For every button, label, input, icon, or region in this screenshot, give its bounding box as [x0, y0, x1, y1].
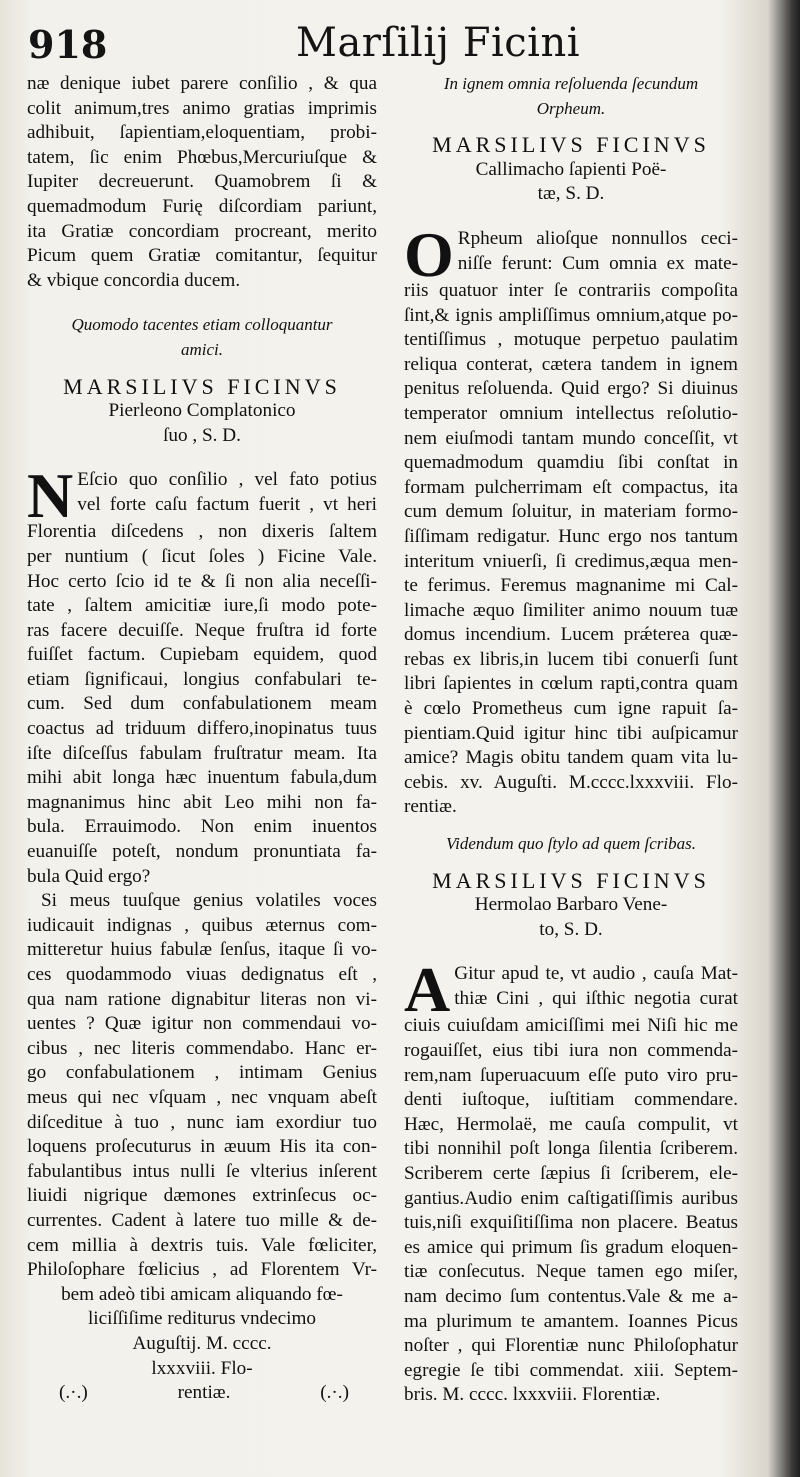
- text-line: diſceditue à tuo , nunc iam exordiur tuo: [27, 1111, 377, 1133]
- text-line: & vbique concordia ducem.: [27, 269, 241, 291]
- letter-heading-line: Orpheum.: [536, 98, 606, 118]
- text-line: tuis,niſi exquiſitiſſima non placere. Beatus: [404, 1212, 738, 1234]
- text-line: euanuiſſe poteſt, nondum pronuntiata fa-: [27, 841, 377, 863]
- text-line: go confabulationem , intimam Genius: [27, 1062, 377, 1084]
- text-line: limache æquo ſimiliter animo nouum tuæ: [404, 599, 738, 621]
- letter-heading-line: In ignem omnia reſoluenda ſecundum: [443, 74, 699, 93]
- text-line: coactus ad triduum differo,inopinatus tuus: [27, 718, 377, 740]
- text-line: quemadmodum Furię diſcordiam pariunt,: [27, 195, 377, 217]
- text-line: tiæ conſecutus. Neque tamen ego miſer,: [404, 1261, 738, 1283]
- text-line: ſint,& ignis ampliſſimus omnium,atque po-: [404, 304, 738, 326]
- text-line: fabulantibus intus nulli ſe vlterius inſerent: [27, 1160, 377, 1182]
- text-line: mitteretur huius fabulæ ſenſus, itaque ſi vo-: [27, 939, 377, 961]
- text-line: formam pulcherrimam eſt compactus, ita: [404, 476, 738, 498]
- text-line: Florentia diſcedens , non dixeris ſaltem: [27, 521, 377, 543]
- text-line: interitum vniuerſi, ſi credimus,æqua men-: [404, 550, 738, 572]
- text-line: Si meus tuuſque genius volatiles voces: [41, 890, 377, 912]
- text-line: denti iuſtoque, iuſtitiam commendare.: [404, 1089, 738, 1111]
- text-line: magnanimus hinc abit Leo mihi non fa-: [27, 791, 377, 813]
- text-line: colit animum,tres animo gratias imprimis: [27, 97, 377, 119]
- text-line: cem millia à dextris tuis. Vale fœliciter,: [27, 1234, 377, 1256]
- text-line: næ denique iubet parere conſilio , & qua: [27, 73, 377, 94]
- text-line: iudicauit indignas , quibus æternus com-: [27, 914, 377, 936]
- letter-body: [404, 954, 738, 1408]
- text-line: qua nam ratione dignabitur literas non vi-: [27, 988, 377, 1010]
- text-line: Iupiter decreuerunt. Quamobrem ſi &: [27, 171, 377, 193]
- text-line: nam decimo ſum contentus.Vale & me a-: [404, 1285, 738, 1307]
- text-line: rebas ex libris,in lucem tibi conuerſi ſunt: [404, 648, 738, 670]
- text-line: noſter , qui Florentiæ nunc Philoſophatur: [404, 1335, 738, 1357]
- text-line: ita Gratiæ concordiam procreant, merito: [27, 220, 377, 242]
- text-line: Philoſophare fœlicius , ad Florentem Vr-: [27, 1259, 377, 1281]
- text-line: tentiſſimus , motuque perpetuo paulatim: [404, 329, 738, 351]
- text-line: rem,nam ſuperuacuum eſſe puto viro pru-: [404, 1064, 738, 1086]
- page-number: 918: [28, 22, 108, 67]
- text-line: tate , ſaltem amicitiæ iure,ſi modo pote-: [27, 595, 377, 617]
- text-line: rogauiſſet, eius tibi iura non commenda-: [404, 1040, 738, 1061]
- text-line: uentes ? Quæ igitur non commendaui vo-: [27, 1013, 377, 1035]
- letter-heading: [404, 72, 738, 121]
- text-line: vel forte caſu factum fuerit , vt heri: [77, 493, 377, 515]
- text-line: libri ſapientes in cœlum rapti,contra quam: [404, 673, 738, 695]
- text-line: quemadmodum quamdiu ſibi conſtat in: [404, 452, 738, 474]
- text-line: Hoc certo ſcio id te & ſi non alia neceſſi-: [27, 570, 377, 592]
- closing-word: rentiæ.: [177, 1382, 231, 1404]
- letter-recipient: to, S. D.: [539, 918, 603, 940]
- closing-line: Auguſtij. M. cccc.: [132, 1332, 272, 1354]
- text-line: ma plurimum te amantem. Ioannes Picus: [404, 1310, 738, 1332]
- text-line: temperator omnium intellectus reſolutio-: [404, 402, 738, 424]
- closing-line: lxxxviii. Flo-: [151, 1357, 253, 1379]
- text-line: è cœlo Prometheus cum igne rapuit ſa-: [404, 698, 738, 720]
- text-line: nem eiuſmodi tantam mundo conceſſit, vt: [404, 427, 738, 449]
- letter-title-line: amici.: [180, 339, 224, 359]
- ornament-sigil: (.·.): [59, 1382, 88, 1404]
- letter-sender: MARSILIVS FICINVS: [432, 132, 710, 158]
- text-line: Hæc, Hermolaë, me cauſa compulit, vt: [404, 1113, 738, 1135]
- letter-recipient: Pierleono Complatonico: [108, 400, 296, 422]
- text-line: liuidi nigrique dæmones extrinſecus oc-: [27, 1185, 377, 1207]
- intro-paragraph: [27, 72, 377, 293]
- text-line: reliqua conterat, cætera tandem in ignem: [404, 353, 738, 375]
- running-head: Marſilij Ficini: [296, 20, 581, 66]
- text-line: te ferimus. Feremus magnanime mi Cal-: [404, 575, 738, 597]
- text-line: cum. Sed dum confabulationem meam: [27, 693, 377, 715]
- closing-row: [59, 1381, 349, 1406]
- ornament-sigil: (.·.): [320, 1382, 349, 1404]
- text-line: cum demum ſoluitur, in materiam formo-: [404, 501, 738, 523]
- text-line: penitus reſoluenda. Quid ergo? Si diuinus: [404, 378, 738, 400]
- text-line: ces quodammodo viuas dedignatus eſt ,: [27, 964, 377, 985]
- text-line: Rpheum alioſque nonnullos ceci-: [457, 227, 738, 249]
- text-line: Gitur apud te, vt audio , cauſa Mat-: [454, 963, 738, 985]
- text-line: cebis. xv. Auguſti. M.cccc.lxxxviii. Flo-: [404, 771, 738, 793]
- right-column: [404, 72, 738, 1408]
- text-line: tatem, ſic enim Phœbus,Mercuriuſque &: [27, 146, 377, 168]
- text-line: loquens proſecuturus in æuum His ita con-: [27, 1136, 377, 1158]
- letter-recipient: tæ, S. D.: [537, 183, 605, 205]
- letter-heading: Videndum quo ſtylo ad quem ſcribas.: [446, 834, 696, 854]
- drop-cap: A: [404, 954, 451, 1026]
- text-line: ras facere decuiſſe. Neque fruſtra id forte: [27, 619, 377, 641]
- letter-title: [27, 313, 377, 362]
- text-line: rentiæ.: [404, 796, 457, 818]
- text-line: pientiam.Quid igitur hinc tibi auſpicamur: [404, 722, 738, 744]
- text-line: etiam ſignificaui, longius confabulari te-: [27, 668, 377, 690]
- letter-title-line: Quomodo tacentes etiam colloquantur: [71, 315, 333, 335]
- text-line: ciuis cuiuſdam amiciſſimi mei Niſi hic me: [404, 1015, 738, 1037]
- text-line: niſſe ferunt: Cum omnia ex mate-: [457, 252, 738, 274]
- text-line: tibi nonnihil poſt longa ſilentia ſcriberem.: [404, 1138, 738, 1160]
- drop-cap: N: [27, 460, 74, 532]
- text-line: thiæ Cini , qui iſthic negotia curat: [454, 988, 738, 1009]
- letter-sender: MARSILIVS FICINVS: [432, 867, 710, 893]
- text-line: cibus , nec literis commendabo. Hanc er-: [27, 1037, 377, 1059]
- text-line: es amice qui primum ſis gradum eloquen-: [404, 1236, 738, 1258]
- left-column: [27, 72, 377, 1406]
- closing-line: bem adeò tibi amicam aliquando fœ-: [61, 1283, 343, 1305]
- text-line: riis quatuor inter ſe contrariis compoſita: [404, 279, 738, 301]
- letter-body: [27, 460, 377, 1405]
- drop-cap: O: [404, 218, 454, 290]
- text-line: meus qui nec vſquam , nec vnquam abeſt: [27, 1086, 377, 1108]
- letter-sender: MARSILIVS FICINVS: [63, 373, 341, 399]
- closing-line: liciſſiſime rediturus vndecimo: [87, 1308, 317, 1330]
- text-line: amice? Magis obitu tandem quam vita lu-: [404, 747, 738, 769]
- letter-recipient: ſuo , S. D.: [163, 424, 241, 446]
- letter-recipient: Hermolao Barbaro Vene-: [474, 894, 668, 916]
- text-line: Eſcio quo conſilio , vel fato potius: [77, 469, 377, 491]
- text-line: mihi abit longa hæc inuentum fabula,dum: [27, 767, 377, 789]
- text-line: adhibuit, ſapientiam,eloquentiam, probi-: [27, 122, 377, 144]
- text-line: currentes. Cadent à latere tuo mille & de-: [27, 1209, 377, 1231]
- text-line: egregie ſe tibi commendat. xiii. Septem-: [404, 1359, 738, 1381]
- text-line: bula Quid ergo?: [27, 865, 151, 887]
- text-line: per nuntium ( ſicut ſoles ) Ficine Vale.: [27, 545, 377, 567]
- text-line: bris. M. cccc. lxxxviii. Florentiæ.: [404, 1384, 661, 1406]
- text-line: ſiſſimam redigatur. Hunc ergo nos tantum: [404, 525, 738, 547]
- text-line: domus incendium. Lucem prǽterea quæ-: [404, 624, 738, 646]
- text-line: bula. Errauimodo. Non enim inuentos: [27, 816, 377, 838]
- letter-recipient: Callimacho ſapienti Poë-: [475, 158, 667, 180]
- text-line: Scriberem certe ſæpius ſi ſcriberem, ele-: [404, 1162, 738, 1184]
- text-line: iſte diſceſſus fabulam fruſtratur meam. Ita: [27, 742, 377, 764]
- text-line: Picum quem Gratiæ comitantur, ſequitur: [27, 245, 377, 267]
- text-line: fuiſſet factum. Cupiebam equidem, quod: [27, 644, 377, 666]
- letter-body: [404, 218, 738, 820]
- text-line: gantius.Audio enim caſtigatiſſimis auribus: [404, 1187, 738, 1209]
